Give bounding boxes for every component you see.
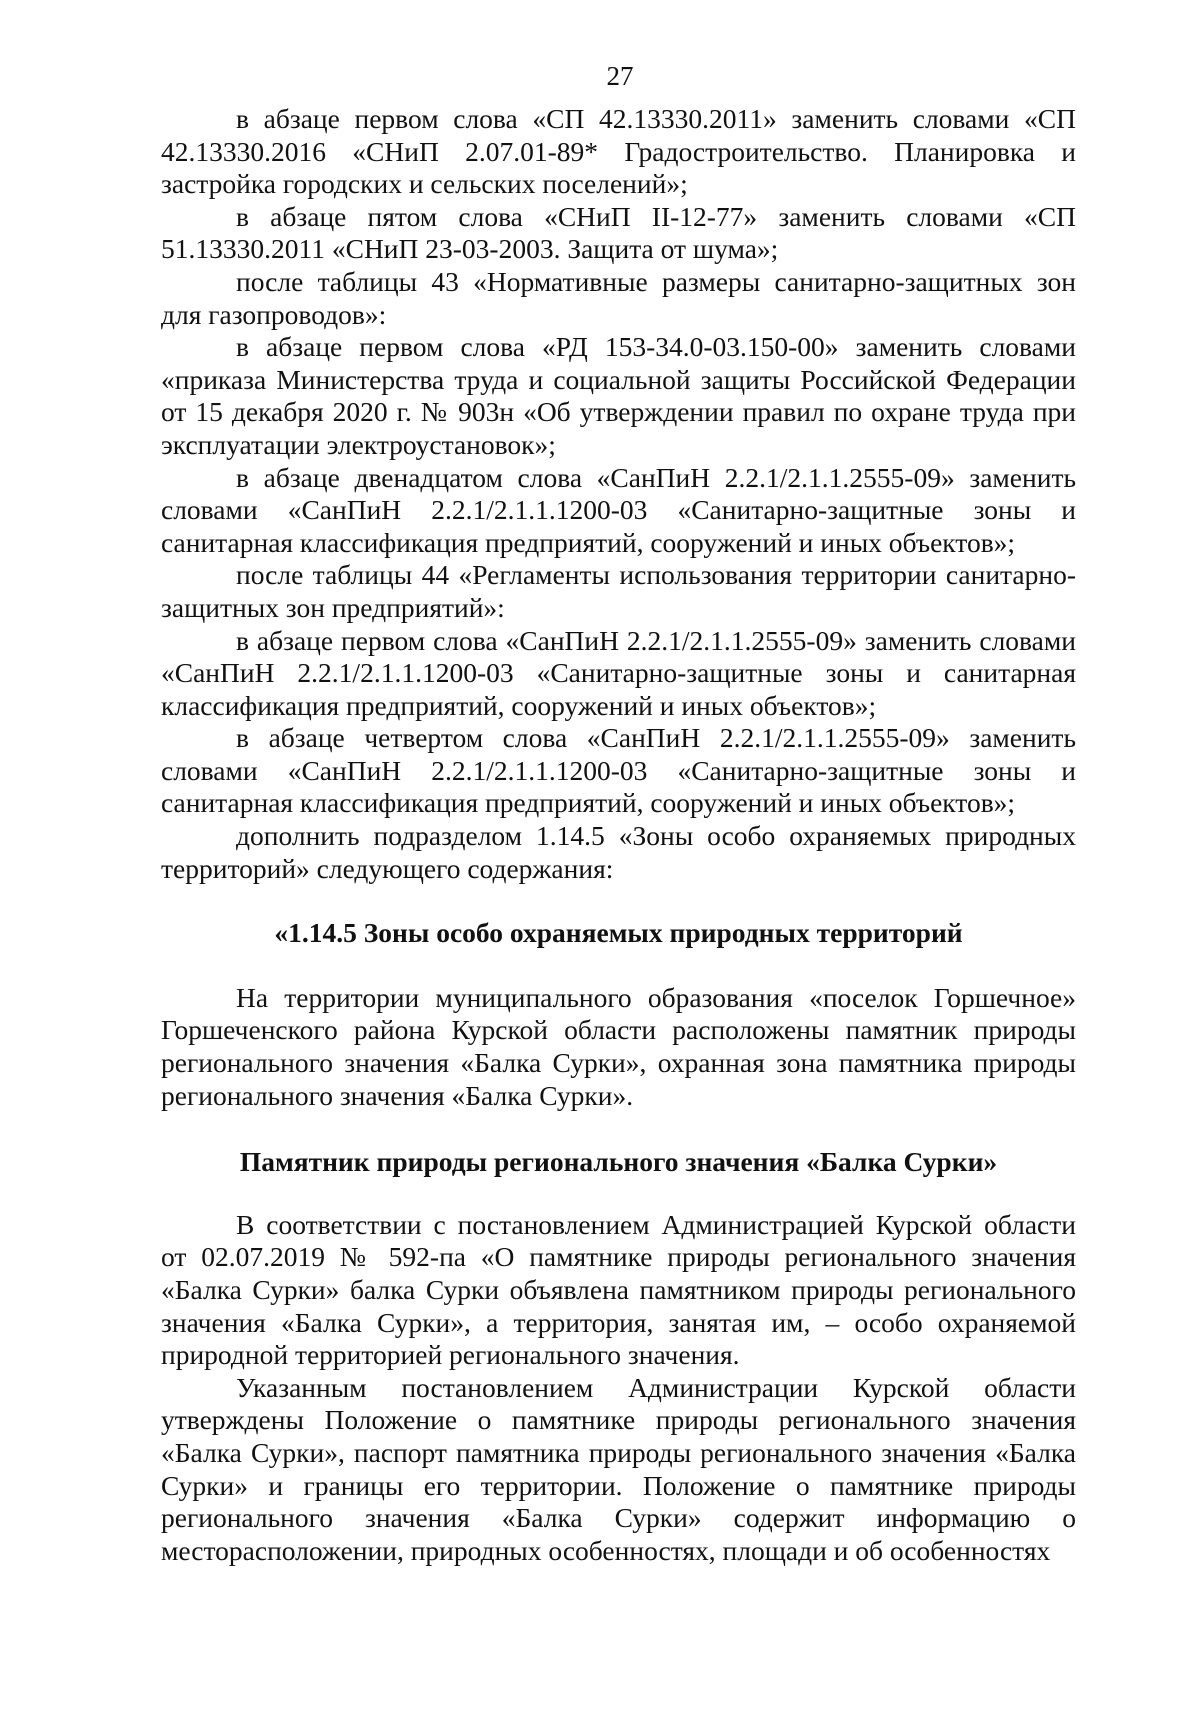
paragraph: в абзаце пятом слова «СНиП II-12-77» заменить словами «СП 51.13330.2011 «СНиП 23-03-2003. Защита от шума»; xyxy=(161,200,1076,265)
paragraph: На территории муниципального образования «поселок Горшечное» Горшеченского района Курской области расположены памятник природы регионального значения «Балка Сурки», охранная зона памятника природы регионального значения «Балка Сурки». xyxy=(161,981,1076,1111)
paragraph: в абзаце первом слова «РД 153-34.0-03.150-00» заменить словами «приказа Министерства труда и социальной защиты Российской Федерации от 15 декабря 2020 г. № 903н «Об утверждении правил по охране труда при эксплуатации электроустановок»; xyxy=(161,331,1076,460)
paragraph: после таблицы 43 «Нормативные размеры санитарно-защитных зон для газопроводов»: xyxy=(161,265,1076,330)
document-body xyxy=(161,103,1076,1567)
paragraph: в абзаце четвертом слова «СанПиН 2.2.1/2.1.1.2555-09» заменить словами «СанПиН 2.2.1/2.1.1.1200-03 «Санитарно-защитные зоны и санитарная классификация предприятий, сооружений и иных объектов»; xyxy=(161,722,1076,819)
paragraph: В соответствии с постановлением Администрацией Курской области от 02.07.2019 № 592-па «О памятнике природы регионального значения «Балка Сурки» балка Сурки объявлена памятником природы регионального значения «Балка Сурки», а территория, занятая им, – особо охраняемой природной территорией регионального значения. xyxy=(161,1208,1076,1371)
subsection-heading: Памятник природы регионального значения «Балка Сурки» xyxy=(239,1146,998,1178)
page-number: 27 xyxy=(606,61,634,91)
paragraph: Указанным постановлением Администрации Курской области утверждены Положение о памятнике природы регионального значения «Балка Сурки», паспорт памятника природы регионального значения «Балка Сурки» и границы его территории. Положение о памятнике природы регионального значения «Балка Сурки» содержит информацию о месторасположении, природных особенностях, площади и об особенностях xyxy=(161,1371,1076,1566)
paragraph: после таблицы 44 «Регламенты использования территории санитарно-защитных зон предприятий»: xyxy=(161,559,1076,623)
paragraph: в абзаце первом слова «СанПиН 2.2.1/2.1.1.2555-09» заменить словами «СанПиН 2.2.1/2.1.1.1200-03 «Санитарно-защитные зоны и санитарная классификация предприятий, сооружений и иных объектов»; xyxy=(161,624,1076,721)
paragraph: в абзаце двенадцатом слова «СанПиН 2.2.1/2.1.1.2555-09» заменить словами «СанПиН 2.2.1/2.1.1.1200-03 «Санитарно-защитные зоны и санитарная классификация предприятий, сооружений и иных объектов»; xyxy=(161,461,1076,558)
section-heading: «1.14.5 Зоны особо охраняемых природных территорий xyxy=(274,917,963,949)
paragraph: дополнить подразделом 1.14.5 «Зоны особо охраняемых природных территорий» следующего содержания: xyxy=(161,820,1076,884)
paragraph: в абзаце первом слова «СП 42.13330.2011» заменить словами «СП 42.13330.2016 «СНиП 2.07.01-89* Градостроительство. Планировка и застройка городских и сельских поселений»; xyxy=(161,103,1076,200)
